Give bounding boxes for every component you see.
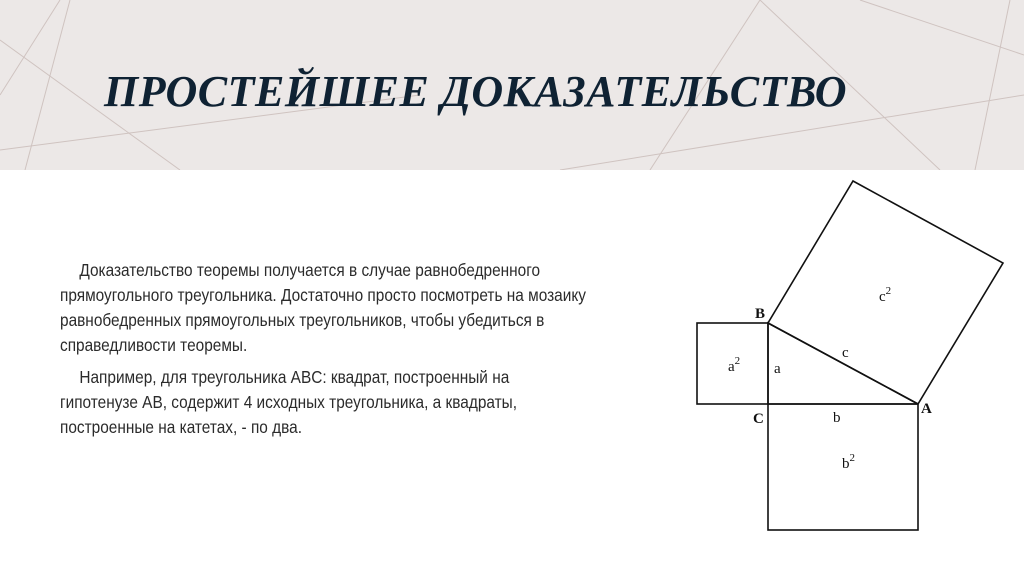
vertex-c-label: C	[753, 411, 764, 427]
triangle-abc	[768, 323, 918, 404]
header-band	[0, 0, 1024, 170]
side-c-label: c	[842, 345, 849, 361]
slide-title: ПРОСТЕЙШЕЕ ДОКАЗАТЕЛЬСТВО	[104, 67, 848, 116]
square-c-base: c	[879, 289, 886, 305]
square-c-label	[879, 285, 891, 305]
square-b-exp: 2	[849, 452, 855, 464]
square-b-base: b	[842, 456, 850, 472]
square-a-base: a	[728, 359, 735, 375]
pythagoras-diagram	[690, 170, 1020, 540]
side-a-label: a	[774, 361, 781, 377]
vertex-b-label: B	[755, 306, 766, 322]
body-text	[60, 258, 586, 447]
paragraph-2: Например, для треугольника ABC: квадрат, построенный на гипотенузе AB, содержит 4 исходных треугольника, а квадраты, построенные на катетах, - по два.	[60, 367, 518, 437]
side-b-label: b	[833, 410, 841, 426]
square-c-exp: 2	[885, 285, 892, 297]
square-a-exp: 2	[734, 355, 741, 367]
vertex-a-label: A	[921, 401, 932, 417]
square-a-label	[728, 355, 740, 375]
paragraph-1: Доказательство теоремы получается в случае равнобедренного прямоугольного треугольника. Достаточно просто посмотреть на мозаику равнобедренных прямоугольных треугольников, чтобы убедиться в справедливости теоремы.	[60, 260, 586, 355]
square-b-label	[842, 452, 855, 472]
